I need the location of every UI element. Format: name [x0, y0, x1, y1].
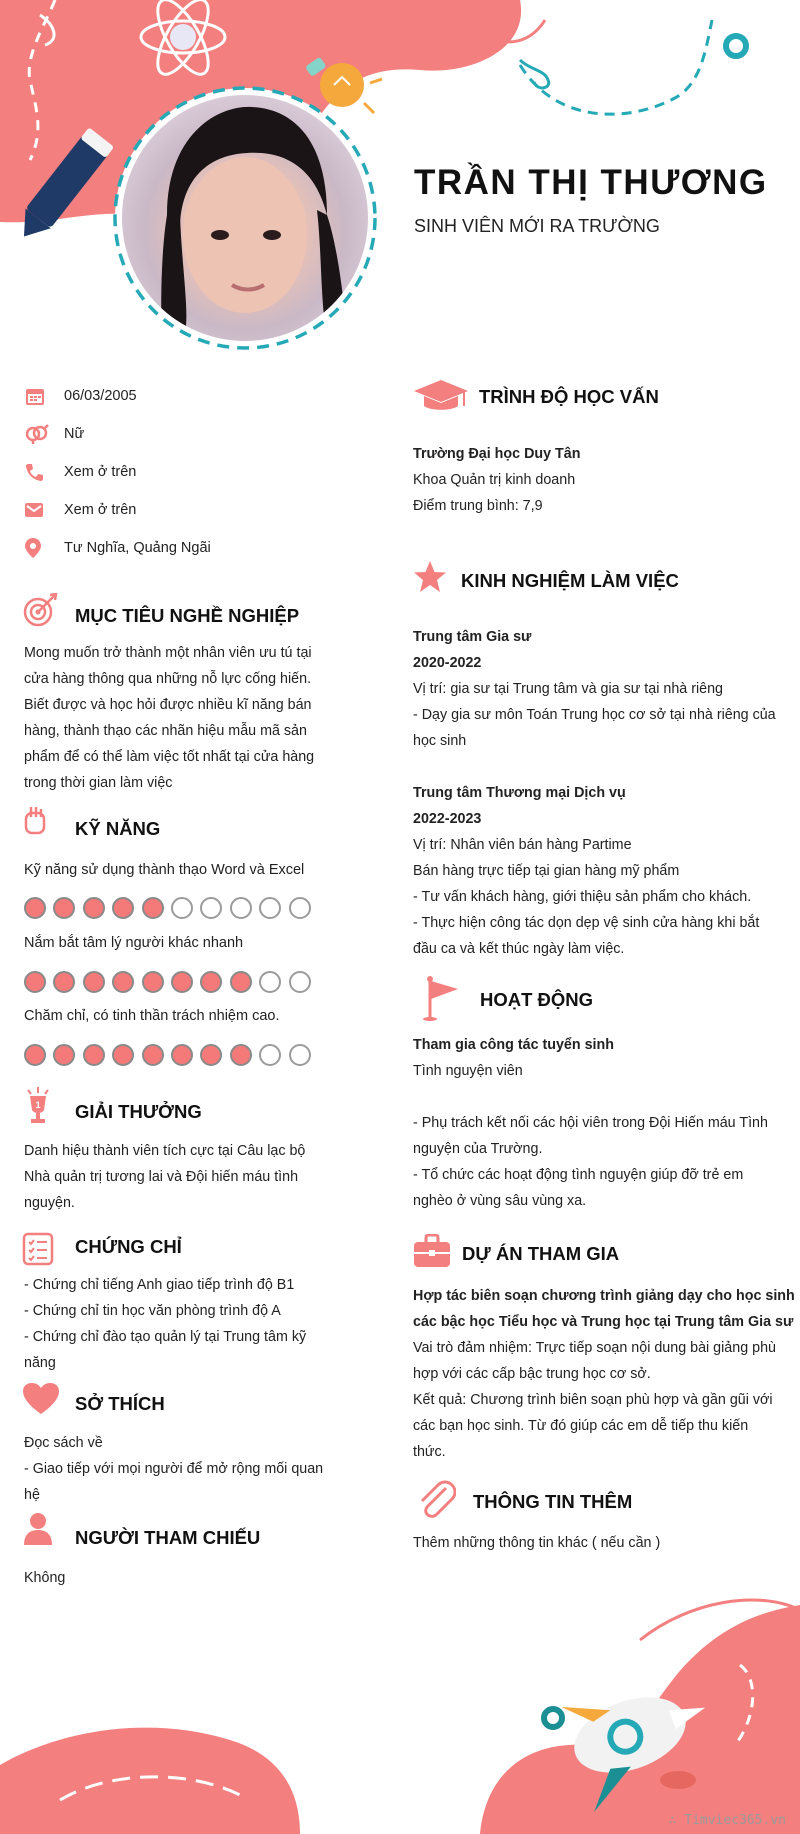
- awards-title: GIẢI THƯỞNG: [75, 1101, 202, 1122]
- rating-dot-filled: [200, 1044, 222, 1066]
- rating-dot-filled: [83, 897, 105, 919]
- rating-dot-filled: [230, 971, 252, 993]
- projects-text: Hợp tác biên soạn chương trình giảng dạy cho học sinh các bậc học Tiểu học và Trung học tại Trung tâm Gia sư Vai trò đảm nhiệm: Trực tiếp soạn nội dung bài giảng phù hợp với các cấp bậc trung học cơ sở. Kết quả: Chương trình biên soạn phù hợp và gần gũi với các bạn học sinh. Từ đó giúp các em dễ tiếp thu kiến thức.: [413, 1288, 795, 1460]
- rating-dot-filled: [83, 1044, 105, 1066]
- skill-rating: [24, 971, 311, 993]
- skill-rating: [24, 1044, 311, 1066]
- references-text: Không: [24, 1570, 66, 1586]
- info-email: Xem ở trên: [24, 497, 136, 523]
- rating-dot-filled: [24, 971, 46, 993]
- info-gender: Nữ: [24, 421, 84, 447]
- watermark: ∴ Timviec365.vn: [668, 1813, 786, 1828]
- profile-photo: [122, 95, 368, 341]
- person-icon: [22, 1512, 54, 1551]
- rating-dot-empty: [289, 971, 311, 993]
- rating-dot-empty: [259, 1044, 281, 1066]
- activities-title: HOẠT ĐỘNG: [480, 989, 594, 1010]
- candidate-name: TRẦN THỊ THƯƠNG: [414, 163, 768, 202]
- additional-info-text: Thêm những thông tin khác ( nếu cần ): [413, 1535, 661, 1551]
- email-icon: [24, 497, 58, 523]
- experience-title: KINH NGHIỆM LÀM VIỆC: [461, 570, 679, 591]
- certificates-text: - Chứng chỉ tiếng Anh giao tiếp trình độ B1 - Chứng chỉ tin học văn phòng trình độ A - Chứng chỉ đào tạo quản lý tại Trung tâm kỹ năng: [24, 1277, 307, 1371]
- rating-dot-filled: [53, 971, 75, 993]
- rating-dot-empty: [289, 1044, 311, 1066]
- rating-dot-filled: [171, 971, 193, 993]
- location-pin-icon: [24, 535, 58, 561]
- star-icon: [412, 560, 448, 599]
- rating-dot-empty: [200, 897, 222, 919]
- candidate-title: SINH VIÊN MỚI RA TRƯỜNG: [414, 216, 660, 236]
- rating-dot-filled: [24, 1044, 46, 1066]
- rating-dot-filled: [142, 897, 164, 919]
- rating-dot-filled: [53, 897, 75, 919]
- rating-dot-filled: [142, 971, 164, 993]
- awards-text: Danh hiệu thành viên tích cực tại Câu lạc bộ Nhà quản trị tương lai và Đội hiến máu tình nguyện.: [24, 1143, 306, 1211]
- info-birthdate: 06/03/2005: [24, 383, 137, 409]
- hand-fist-icon: [22, 805, 48, 842]
- skills-title: KỸ NĂNG: [75, 818, 161, 839]
- objective-text: Mong muốn trở thành một nhân viên ưu tú tại cửa hàng thông qua những nỗ lực cống hiến. Biết được và học hỏi được nhiều kĩ năng bán hàng, thành thạo các nhãn hiệu mẫu mã sản phẩm để có thể làm việc tốt nhất tại cửa hàng trong thời gian làm việc: [24, 645, 315, 791]
- rating-dot-empty: [259, 897, 281, 919]
- target-icon: [22, 593, 58, 632]
- rating-dot-empty: [171, 897, 193, 919]
- rating-dot-filled: [230, 1044, 252, 1066]
- rating-dot-filled: [112, 971, 134, 993]
- rating-dot-filled: [171, 1044, 193, 1066]
- hobbies-text: Đọc sách về - Giao tiếp với mọi người để mở rộng mối quan hệ: [24, 1435, 324, 1503]
- checklist-icon: [22, 1232, 54, 1271]
- rating-dot-empty: [230, 897, 252, 919]
- projects-title: DỰ ÁN THAM GIA: [462, 1243, 620, 1264]
- info-address: Tư Nghĩa, Quảng Ngãi: [24, 535, 211, 561]
- avatar: [122, 95, 368, 341]
- gender-icon: [24, 421, 58, 447]
- paperclip-icon: [416, 1480, 456, 1525]
- experience-item: Trung tâm Thương mại Dịch vụ 2022-2023 Vị trí: Nhân viên bán hàng Partime Bán hàng trực tiếp tại gian hàng mỹ phẩm - Tư vấn khách hàng, giới thiệu sản phẩm cho khách. - Thực hiện công tác dọn dẹp vệ sinh cửa hàng khi bắt đầu ca và kết thúc ngày làm việc.: [413, 785, 760, 957]
- rating-dot-empty: [289, 897, 311, 919]
- briefcase-icon: [413, 1234, 451, 1273]
- activities-text: Tham gia công tác tuyển sinh Tình nguyện viên - Phụ trách kết nối các hội viên trong Đội Hiến máu Tình nguyện của Trường. - Tổ chức các hoạt động tình nguyện giúp đỡ trẻ em nghèo ở vùng sâu vùng xa.: [413, 1037, 768, 1209]
- skill-label: Nắm bắt tâm lý người khác nhanh: [24, 935, 244, 951]
- education-title: TRÌNH ĐỘ HỌC VẤN: [479, 386, 659, 407]
- rating-dot-filled: [112, 1044, 134, 1066]
- additional-info-title: THÔNG TIN THÊM: [473, 1491, 633, 1512]
- skill-label: Chăm chỉ, có tinh thần trách nhiệm cao.: [24, 1008, 280, 1024]
- hobbies-title: SỞ THÍCH: [75, 1393, 165, 1414]
- calendar-icon: [24, 383, 58, 409]
- rating-dot-filled: [83, 971, 105, 993]
- rating-dot-filled: [53, 1044, 75, 1066]
- rating-dot-filled: [24, 897, 46, 919]
- trophy-icon: [22, 1086, 54, 1131]
- flag-icon: [422, 975, 462, 1026]
- skill-rating: [24, 897, 311, 919]
- references-title: NGƯỜI THAM CHIẾU: [75, 1527, 261, 1548]
- info-phone: Xem ở trên: [24, 459, 136, 485]
- skill-label: Kỹ năng sử dụng thành thạo Word và Excel: [24, 862, 305, 878]
- graduation-cap-icon: [412, 378, 470, 419]
- heart-icon: [22, 1382, 60, 1421]
- rating-dot-empty: [259, 971, 281, 993]
- rating-dot-filled: [142, 1044, 164, 1066]
- svg-text:1: 1: [35, 1100, 41, 1110]
- experience-item: Trung tâm Gia sư 2020-2022 Vị trí: gia sư tại Trung tâm và gia sư tại nhà riêng - Dạy gia sư môn Toán Trung học cơ sở tại nhà riêng của học sinh: [413, 629, 776, 749]
- education-text: Trường Đại học Duy Tân Khoa Quản trị kinh doanh Điểm trung bình: 7,9: [413, 446, 581, 514]
- objective-title: MỤC TIÊU NGHỀ NGHIỆP: [75, 605, 300, 626]
- certificates-title: CHỨNG CHỈ: [75, 1236, 182, 1257]
- rating-dot-filled: [112, 897, 134, 919]
- rating-dot-filled: [200, 971, 222, 993]
- phone-icon: [24, 459, 58, 485]
